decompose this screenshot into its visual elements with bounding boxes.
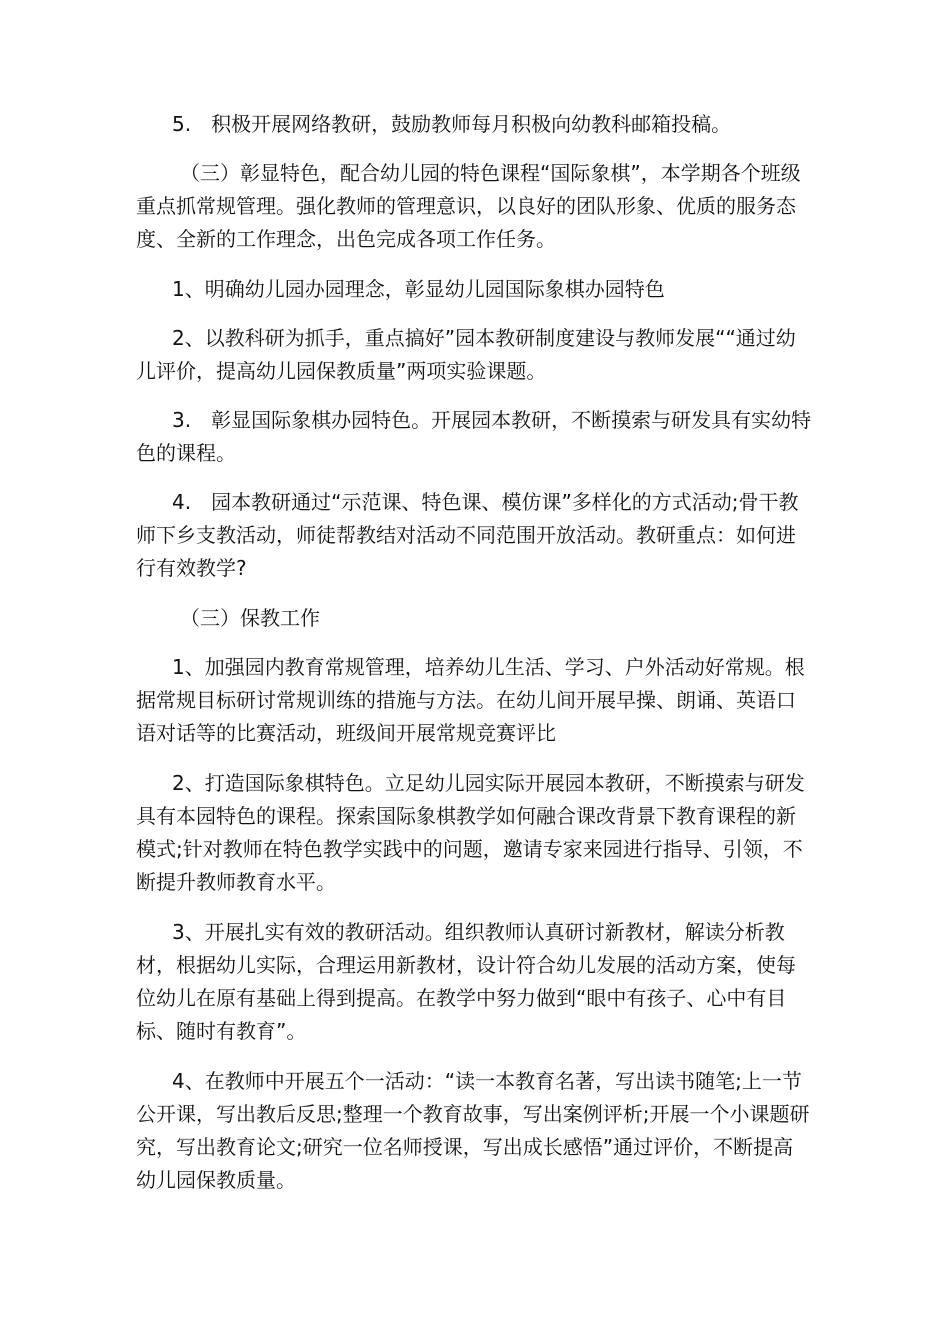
section-heading-characteristics: （三）彰显特色，配合幼儿园的特色课程“国际象棋”，本学期各个班级重点抓常规管理。强化教师的管理意识，以良好的团队形象、优质的服务态度、全新的工作理念，出色完成各项工作任务。 [136, 161, 801, 251]
paragraph-item-1-philosophy: 1、明确幼儿园办园理念，彰显幼儿园国际象棋办园特色 [172, 277, 665, 301]
paragraph-item-4-school-research: 4. 园本教研通过“示范课、特色课、模仿课”多样化的方式活动;骨干教师下乡支教活动，师徒帮教结对活动不同范围开放活动。教研重点：如何进行有效教学? [136, 490, 799, 580]
paragraph-item-1-routine-management: 1、加强园内教育常规管理，培养幼儿生活、学习、户外活动好常规。根据常规目标研讨常规训练的措施与方法。在幼儿间开展早操、朗诵、英语口语对话等的比赛活动，班级间开展常规竞赛评比 [136, 655, 805, 745]
paragraph-item-2-chess-curriculum: 2、打造国际象棋特色。立足幼儿园实际开展园本教研，不断摸索与研发具有本园特色的课程。探索国际象棋教学如何融合课改背景下教育课程的新模式;针对教师在特色教学实践中的问题，邀请专家来园进行指导、引领，不断提升教师教育水平。 [136, 771, 805, 894]
paragraph-item-4-five-activities: 4、在教师中开展五个一活动：“读一本教育名著，写出读书随笔;上一节公开课，写出教后反思;整理一个教育故事，写出案例评析;开展一个小课题研究，写出教育论文;研究一位名师授课，写出成长感悟”通过评价，不断提高幼儿园保教质量。 [136, 1069, 810, 1192]
paragraph-item-3-research-activities: 3、开展扎实有效的教研活动。组织教师认真研讨新教材，解读分析教材，根据幼儿实际，合理运用新教材，设计符合幼儿发展的活动方案，使每位幼儿在原有基础上得到提高。在教学中努力做到“眼中有孩子、心中有目标、随时有教育”。 [136, 920, 796, 1043]
paragraph-item-3-chess-feature: 3. 彰显国际象棋办园特色。开展园本教研，不断摸索与研发具有实幼特色的课程。 [136, 408, 812, 465]
paragraph-item-5-online-research: 5. 积极开展网络教研，鼓励教师每月积极向幼教科邮箱投稿。 [172, 112, 732, 136]
paragraph-item-2-research-projects: 2、以教科研为抓手，重点搞好”园本教研制度建设与教师发展““通过幼儿评价，提高幼儿园保教质量”两项实验课题。 [136, 326, 796, 383]
section-heading-childcare: （三）保教工作 [180, 606, 320, 630]
